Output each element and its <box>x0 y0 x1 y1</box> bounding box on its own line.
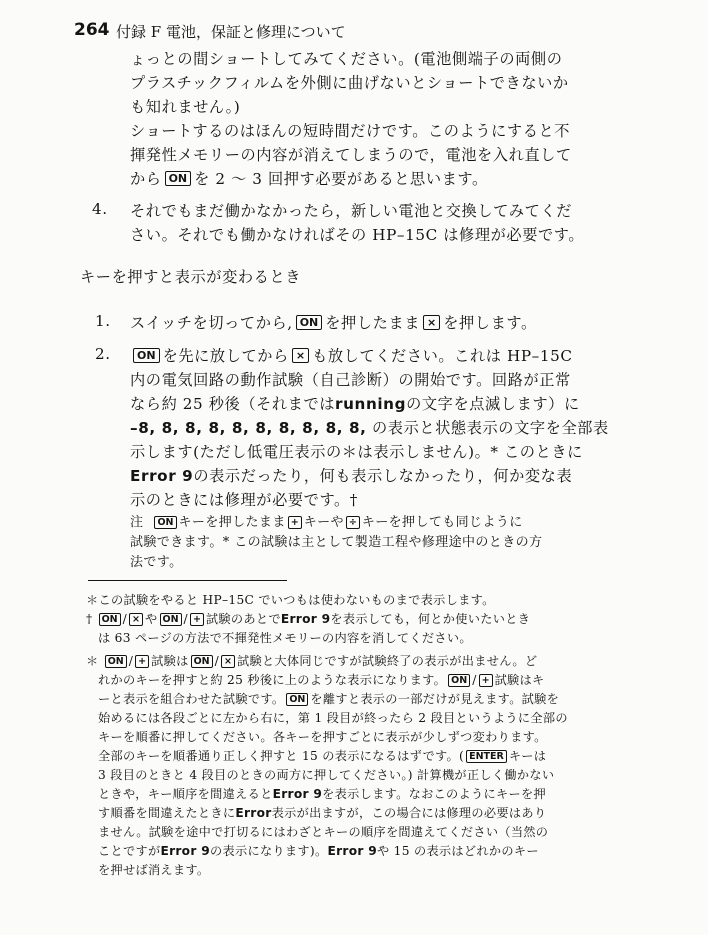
footnote-1: ＊この試験をやると HP–15C でいつもは使わないものまで表示します。 <box>86 593 495 607</box>
text-fragment: スイッチを切ってから, <box>130 314 293 332</box>
text-fragment: の表示と状態表示の文字を全部表 <box>372 419 609 437</box>
footnote-3-line: 3 段目のときと 4 段目のときの両方に押してください。) 計算機が正しく働かない <box>98 768 555 782</box>
paragraph-line: も知れません。) <box>130 98 241 116</box>
text-fragment: を 2 ～ 3 回押す必要があると思います。 <box>194 170 488 188</box>
footnote-divider <box>88 580 287 581</box>
on-key-icon: ON <box>160 613 182 626</box>
footnote-3-line <box>98 785 546 802</box>
step-2-line <box>130 417 609 438</box>
plus-key-icon: + <box>135 655 149 668</box>
on-key-icon: ON <box>191 655 213 668</box>
tip-line <box>130 511 523 530</box>
running-display-text: running <box>335 395 407 413</box>
text-fragment: を離すと表示の一部だけが見えます。試験を <box>310 692 560 706</box>
on-key-icon: ON <box>165 171 192 186</box>
step-2-line: 示のときには修理が必要です。† <box>130 491 359 509</box>
footnote-3-line: 始めるには各段ごとに左から右に，第 1 段目が終ったら 2 段目というように全部の <box>98 711 568 725</box>
text-fragment: 試験と大体同じですが試験終了の表示が出ません。ど <box>236 654 538 668</box>
on-key-icon: ON <box>448 674 470 687</box>
footnote-3-line <box>98 804 546 821</box>
text-fragment: や 15 の表示はどれかのキー <box>377 844 539 858</box>
text-fragment: を表示しても，何とか使いたいとき <box>330 612 531 626</box>
text-fragment: 表示が出ますが，この場合には修理の必要はあり <box>271 806 547 820</box>
multiply-key-icon: × <box>292 348 309 363</box>
step-2-line <box>130 345 573 366</box>
error-display-text: Error 9 <box>280 612 331 626</box>
multiply-key-icon: × <box>129 613 143 626</box>
on-key-icon: ON <box>154 516 176 529</box>
text-fragment: 全部のキーを順番通り正しく押すと 15 の表示になるはずです。( <box>98 749 465 763</box>
step-2-line: 内の電気回路の動作試験（自己診断）の開始です。回路が正常 <box>130 371 571 389</box>
footnote-3-line <box>98 842 539 859</box>
plus-key-icon: + <box>190 613 204 626</box>
footnote-3-line: キーを順番に押してください。各キーを押すごとに表示が少しずつ変わります。 <box>98 730 547 744</box>
text-fragment: から <box>130 170 162 188</box>
footnote-2-line: † ON / × や ON / + 試験のあとでError 9を表示しても，何とか使いたいとき <box>86 612 531 626</box>
paragraph-line: ショートするのはほんの短時間だけです。このようにすると不 <box>130 122 571 140</box>
text-fragment: ときや，キー順序を間違えると <box>98 787 273 801</box>
text-fragment: 試験のあとで <box>205 612 281 626</box>
step-1-line <box>130 312 537 333</box>
list-item-line: さい。それでも働かなければその HP–15C は修理が必要です。 <box>130 226 585 244</box>
on-key-icon: ON <box>286 693 308 706</box>
running-header: 付録 F 電池，保証と修理について <box>116 23 346 41</box>
error-display-text: Error 9 <box>130 467 194 485</box>
footnote-3-line <box>98 747 546 764</box>
error-display-text: Error 9 <box>160 844 210 858</box>
display-eights: –8, 8, 8, 8, 8, 8, 8, 8, 8, 8, <box>130 419 367 437</box>
step-2-line <box>130 465 572 486</box>
text-fragment: の文字を点滅します）に <box>406 395 580 413</box>
on-key-icon: ON <box>296 315 323 330</box>
multiply-key-icon: × <box>423 315 440 330</box>
text-fragment: も放してください。これは HP–15C <box>312 347 573 365</box>
list-number: 1. <box>95 312 111 330</box>
text-fragment: キーを押しても同じように <box>361 515 523 530</box>
list-number: 4. <box>92 200 108 218</box>
tip-line: 法です。 <box>130 555 183 570</box>
paragraph-line <box>130 168 488 189</box>
text-fragment: す順番を間違えたときに <box>98 806 236 820</box>
footnote-3-line: を押せば消えます。 <box>98 863 210 877</box>
footnote-3-line: れかのキーを押すと約 25 秒後に上のような表示になります。 ON / + 試験はキ <box>98 673 545 687</box>
plus-key-icon: + <box>479 674 493 687</box>
text-fragment: を押したまま <box>325 314 420 332</box>
tip-line: 試験できます。* この試験は主として製造工程や修理途中のときの方 <box>130 535 543 550</box>
text-fragment: 試験は <box>151 654 189 668</box>
on-key-icon: ON <box>99 613 121 626</box>
list-number: 2. <box>95 345 111 363</box>
error-display-text: Error 9 <box>327 844 378 858</box>
text-fragment: を押します。 <box>443 314 537 332</box>
text-fragment: れかのキーを押すと約 25 秒後に上のような表示になります。 <box>98 673 447 687</box>
footnote-mark: † <box>86 612 93 626</box>
footnote-mark: ＊ <box>86 654 99 668</box>
page-number: 264 <box>74 20 110 40</box>
enter-key-icon: ENTER <box>466 750 507 763</box>
paragraph-line: ょっとの間ショートしてみてください。(電池側端子の両側の <box>130 50 563 68</box>
text-fragment: ことですが <box>98 844 161 858</box>
text-fragment: ーと表示を組合わせた試験です。 <box>98 692 285 706</box>
text-fragment: を表示します。なおこのようにキーを押 <box>322 787 546 801</box>
text-fragment: キーを押したまま <box>178 515 286 530</box>
text-fragment: キーや <box>303 515 344 530</box>
on-key-icon: ON <box>133 348 160 363</box>
paragraph-line: プラスチックフィルムを外側に曲げないとショートできないか <box>130 74 569 92</box>
list-item-line: それでもまだ働かなかったら，新しい電池と交換してみてくだ <box>130 202 573 220</box>
tip-label: 注 <box>130 515 144 530</box>
text-fragment: を先に放してから <box>162 347 289 365</box>
footnote-3-line: ＊ ON / + 試験は ON / × 試験と大体同じですが試験終了の表示が出ません。ど <box>86 654 538 668</box>
step-2-line: 示します(ただし低電圧表示の＊は表示しません)。* このときに <box>130 443 583 461</box>
text-fragment: 試験はキ <box>494 673 545 687</box>
plus-key-icon: + <box>288 516 302 529</box>
section-heading: キーを押すと表示が変わるとき <box>80 268 302 286</box>
text-fragment: や <box>145 612 158 626</box>
footnote-2-line: は 63 ページの方法で不揮発性メモリーの内容を消してください。 <box>98 631 472 645</box>
error-display-text: Error 9 <box>272 787 323 801</box>
text-fragment: の表示だったり，何も表示しなかったり，何か変な表 <box>193 467 573 485</box>
error-display-text: Error <box>235 806 272 820</box>
multiply-key-icon: × <box>221 655 235 668</box>
footnote-3-line <box>98 690 559 707</box>
step-2-line <box>130 393 580 414</box>
footnote-3-line: ません。試験を途中で打切るにはわざとキーの順序を間違えてください（当然の <box>98 825 549 839</box>
text-fragment: キーは <box>508 749 547 763</box>
text-fragment: の表示になります)。 <box>210 844 328 858</box>
paragraph-line: 揮発性メモリーの内容が消えてしまうので，電池を入れ直して <box>130 146 572 164</box>
divide-key-icon: ÷ <box>346 516 360 529</box>
text-fragment: なら約 25 秒後（それまでは <box>130 395 336 413</box>
on-key-icon: ON <box>105 655 127 668</box>
